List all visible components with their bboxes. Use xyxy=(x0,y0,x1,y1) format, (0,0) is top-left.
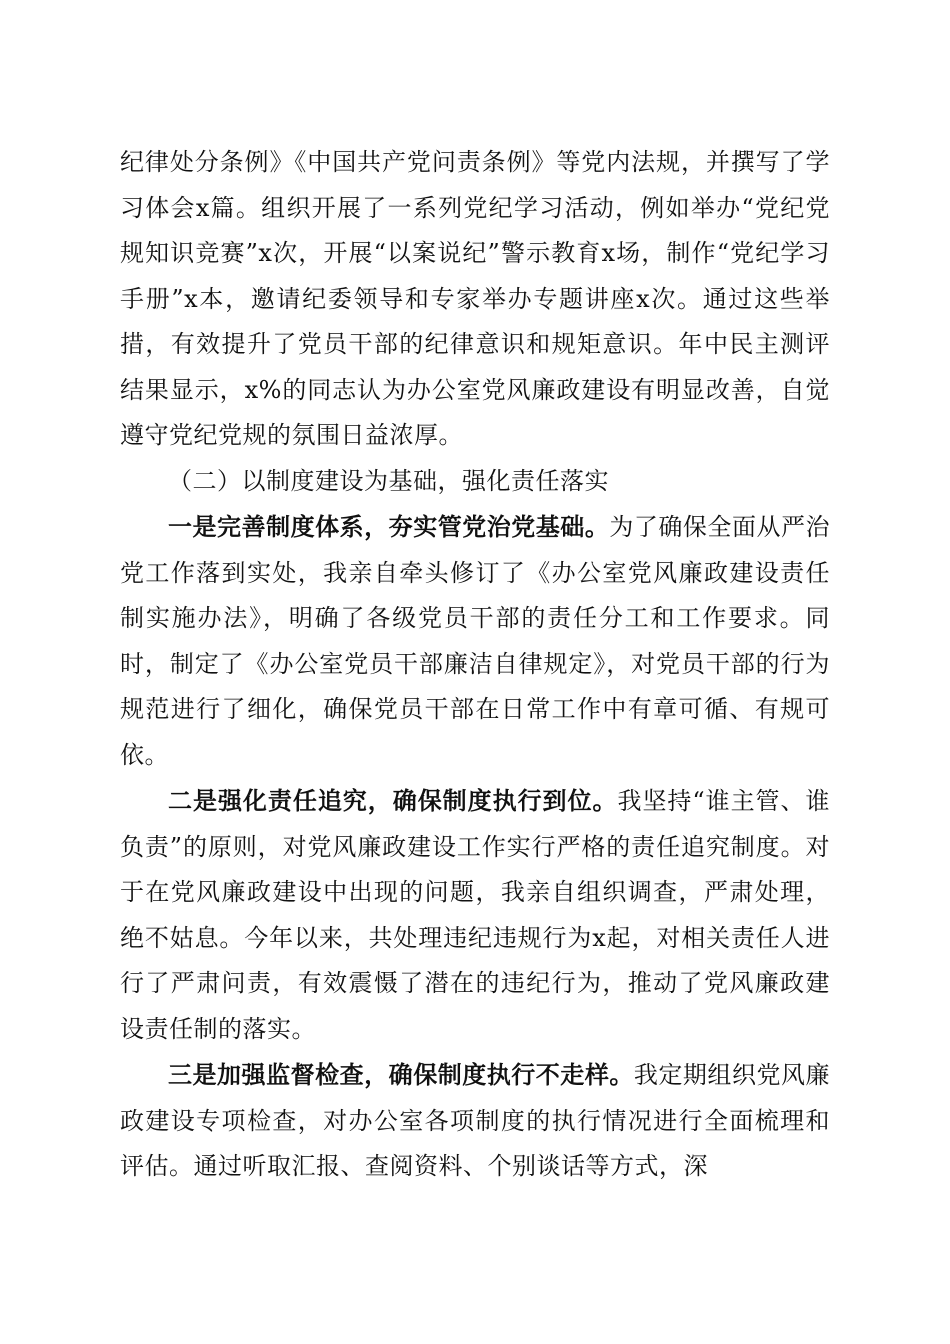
point-lead-2: 二是强化责任追究，确保制度执行到位。 xyxy=(168,786,618,815)
point-paragraph-3 xyxy=(120,1052,830,1190)
point-text-2: 我坚持“谁主管、谁负责”的原则，对党风廉政建设工作实行严格的责任追究制度。对于在党风廉政建设中出现的问题，我亲自组织调查，严肃处理，绝不姑息。今年以来，共处理违纪违规行为x起，对相关责任人进行了严肃问责，有效震慑了潜在的违纪行为，推动了党风廉政建设责任制的落实。 xyxy=(120,787,830,1043)
point-text-1: 为了确保全面从严治党工作落到实处，我亲自牵头修订了《办公室党风廉政建设责任制实施办法》，明确了各级党员干部的责任分工和工作要求。同时，制定了《办公室党员干部廉洁自律规定》，对党员干部的行为规范进行了细化，确保党员干部在日常工作中有章可循、有规可依。 xyxy=(120,513,831,769)
document-body xyxy=(120,140,830,1190)
section-heading: （二）以制度建设为基础，强化责任落实 xyxy=(168,466,609,495)
point-paragraph-1 xyxy=(120,504,830,778)
continuation-paragraph: 纪律处分条例》《中国共产党问责条例》等党内法规，并撰写了学习体会x篇。组织开展了一系列党纪学习活动，例如举办“党纪党规知识竞赛”x次，开展“以案说纪”警示教育x场，制作“党纪学习手册”x本，邀请纪委领导和专家举办专题讲座x次。通过这些举措，有效提升了党员干部的纪律意识和规矩意识。年中民主测评结果显示，x%的同志认为办公室党风廉政建设有明显改善，自觉遵守党纪党规的氛围日益浓厚。 xyxy=(120,148,830,449)
point-text-3: 我定期组织党风廉政建设专项检查，对办公室各项制度的执行情况进行全面梳理和评估。通过听取汇报、查阅资料、个别谈话等方式，深 xyxy=(120,1061,831,1180)
point-paragraph-2 xyxy=(120,778,830,1052)
point-lead-1: 一是完善制度体系，夯实管党治党基础。 xyxy=(168,512,610,541)
point-lead-3: 三是加强监督检查，确保制度执行不走样。 xyxy=(168,1060,634,1089)
